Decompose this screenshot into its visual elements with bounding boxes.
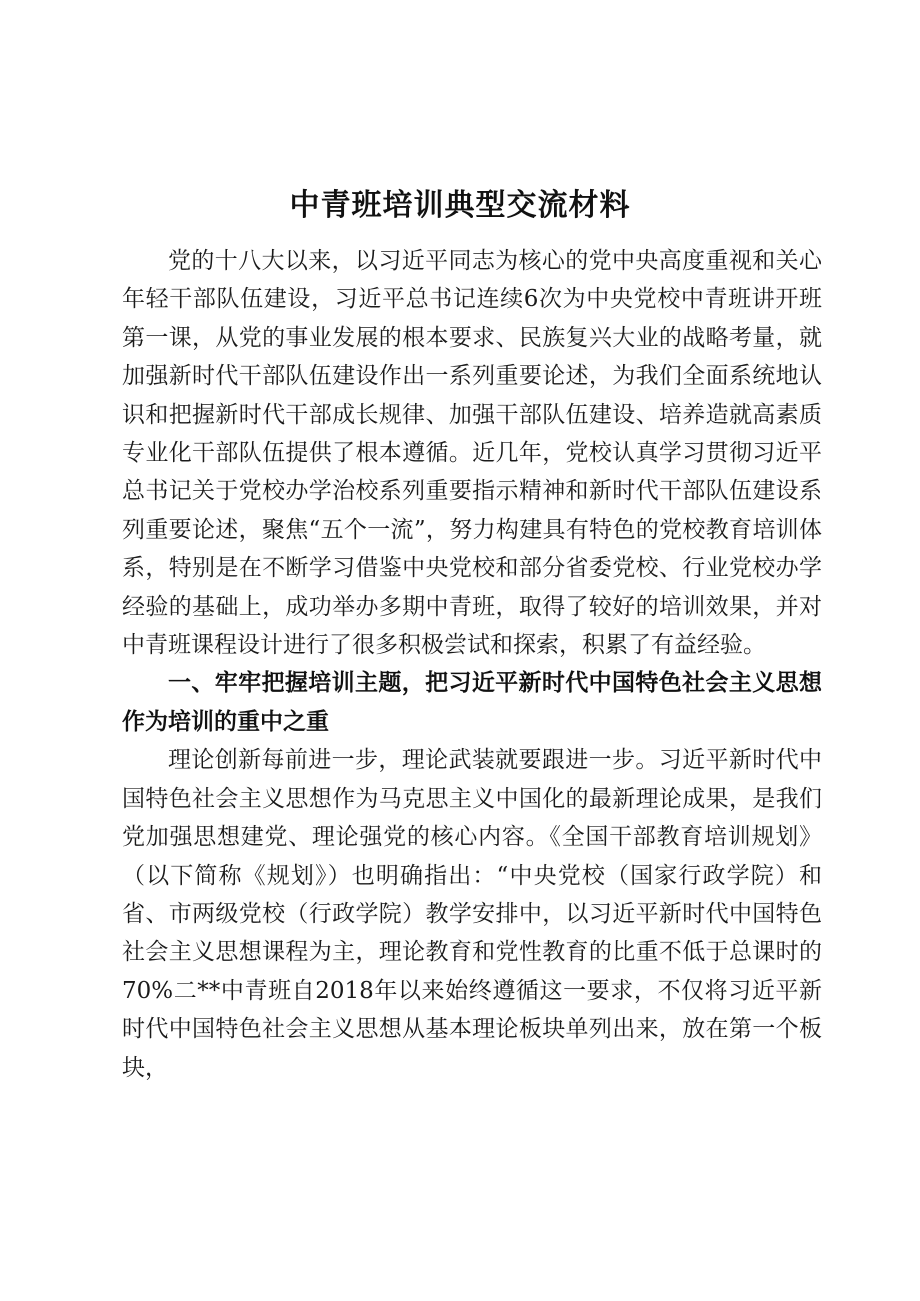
section-heading: 一、牢牢把握培训主题，把习近平新时代中国特色社会主义思想作为培训的重中之重 [122, 670, 822, 735]
paragraph: 党的十八大以来，以习近平同志为核心的党中央高度重视和关心年轻干部队伍建设，习近平总书记连续6次为中央党校中青班讲开班第一课，从党的事业发展的根本要求、民族复兴大业的战略考量，就加强新时代干部队伍建设作出一系列重要论述，为我们全面系统地认识和把握新时代干部成长规律、加强干部队伍建设、培养造就高素质专业化干部队伍提供了根本遵循。近几年，党校认真学习贯彻习近平总书记关于党校办学治校系列重要指示精神和新时代干部队伍建设系列重要论述，聚焦“五个一流”，努力构建具有特色的党校教育培训体系，特别是在不断学习借鉴中央党校和部分省委党校、行业党校办学经验的基础上，成功举办多期中青班，取得了较好的培训效果，并对中青班课程设计进行了很多积极尝试和探索，积累了有益经验。 [122, 248, 822, 659]
document-title: 中青班培训典型交流材料 [289, 188, 631, 223]
paragraph: 理论创新每前进一步，理论武装就要跟进一步。习近平新时代中国特色社会主义思想作为马克思主义中国化的最新理论成果，是我们党加强思想建党、理论强党的核心内容。《全国干部教育培训规划》（以下简称《规划》）也明确指出：“中央党校（国家行政学院）和省、市两级党校（行政学院）教学安排中，以习近平新时代中国特色社会主义思想课程为主，理论教育和党性教育的比重不低于总课时的70%二**中青班自2018年以来始终遵循这一要求，不仅将习近平新时代中国特色社会主义思想从基本理论板块单列出来，放在第一个板块， [122, 747, 822, 1081]
document-body [122, 242, 822, 1087]
